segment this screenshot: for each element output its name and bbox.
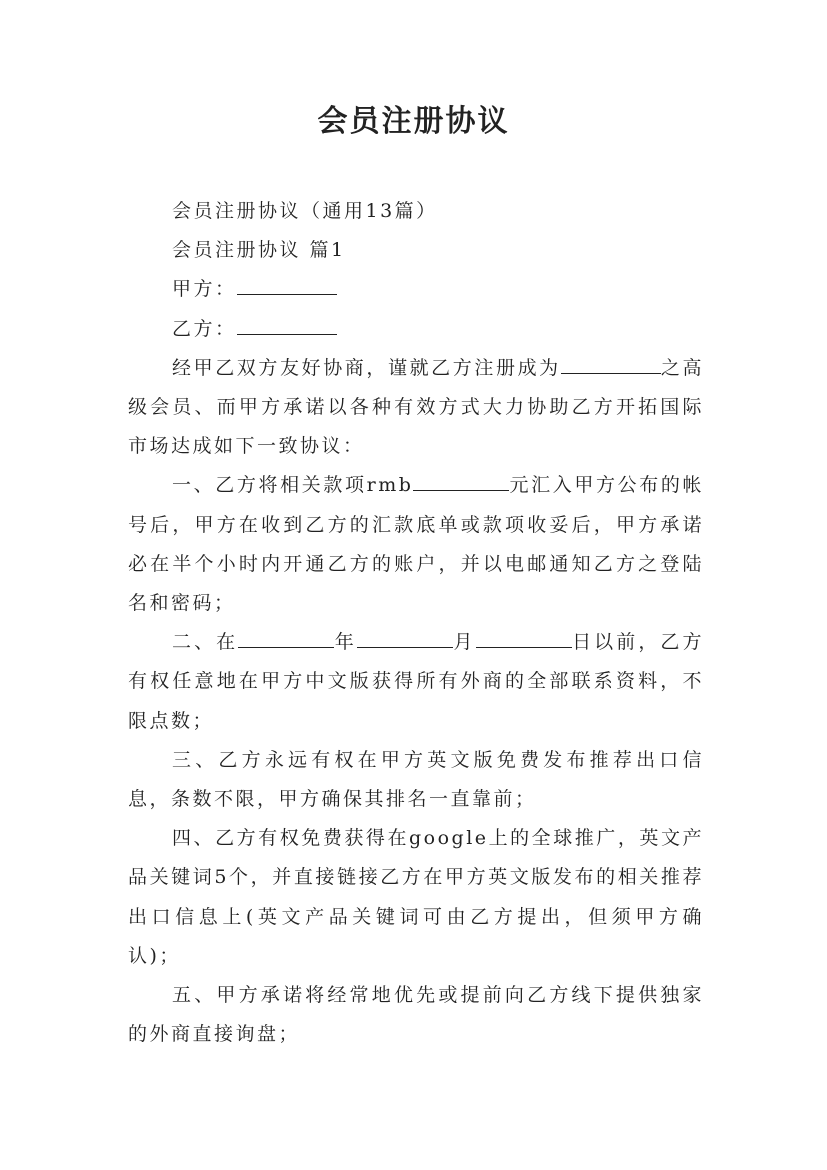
year-blank <box>238 646 334 648</box>
paragraph-text: 五、甲方承诺将经常地优先或提前向乙方线下提供独家的外商直接询盘； <box>128 984 704 1046</box>
party-a-label: 甲方： <box>172 278 237 301</box>
paragraph-clause-5 <box>128 976 704 1054</box>
paragraph-text: 三、乙方永远有权在甲方英文版免费发布推荐出口信息，条数不限，甲方确保其排名一直靠前； <box>128 748 704 811</box>
day-blank <box>476 646 572 648</box>
member-name-blank <box>561 372 661 374</box>
document-title: 会员注册协议 <box>317 104 510 139</box>
paragraph-text: 日以前，乙方有权任意地在甲方中文版获得所有外商的全部联系资料，不限点数； <box>128 631 704 732</box>
paragraph-clause-2 <box>128 623 704 741</box>
party-a-blank <box>237 293 337 295</box>
party-b-label: 乙方： <box>172 317 237 340</box>
party-a-line <box>128 270 704 309</box>
paragraph-text: 月 <box>452 631 476 654</box>
paragraph-collection-title <box>128 192 704 231</box>
party-b-line <box>128 310 704 349</box>
paragraph-clause-4 <box>128 819 704 976</box>
amount-blank <box>413 489 509 491</box>
paragraph-text: 会员注册协议 篇1 <box>172 239 346 262</box>
paragraph-section-heading <box>128 231 704 270</box>
paragraph-intro <box>128 349 704 467</box>
paragraph-text: 会员注册协议（通用13篇） <box>172 200 438 222</box>
paragraph-text: 经甲乙双方友好协商，谨就乙方注册成为 <box>172 356 561 379</box>
month-blank <box>357 646 453 648</box>
paragraph-text: 元汇入甲方公布的帐号后，甲方在收到乙方的汇款底单或款项收妥后，甲方承诺必在半个小时内开通乙方的账户，并以电邮通知乙方之登陆名和密码； <box>128 474 704 615</box>
paragraph-text: 四、乙方有权免费获得在google上的全球推广，英文产品关键词5个，并直接链接乙方在甲方英文版发布的相关推荐出口信息上(英文产品关键词可由乙方提出，但须甲方确认)； <box>128 827 704 967</box>
paragraph-text: 二、在 <box>172 631 239 654</box>
paragraph-clause-3 <box>128 741 704 819</box>
party-b-blank <box>237 333 337 335</box>
document-body <box>128 192 704 1054</box>
paragraph-text: 之高级会员、而甲方承诺以各种有效方式大力协助乙方开拓国际市场达成如下一致协议： <box>128 356 704 458</box>
paragraph-clause-1 <box>128 466 704 623</box>
paragraph-text: 年 <box>334 631 357 654</box>
paragraph-text: 一、乙方将相关款项rmb <box>172 474 414 497</box>
